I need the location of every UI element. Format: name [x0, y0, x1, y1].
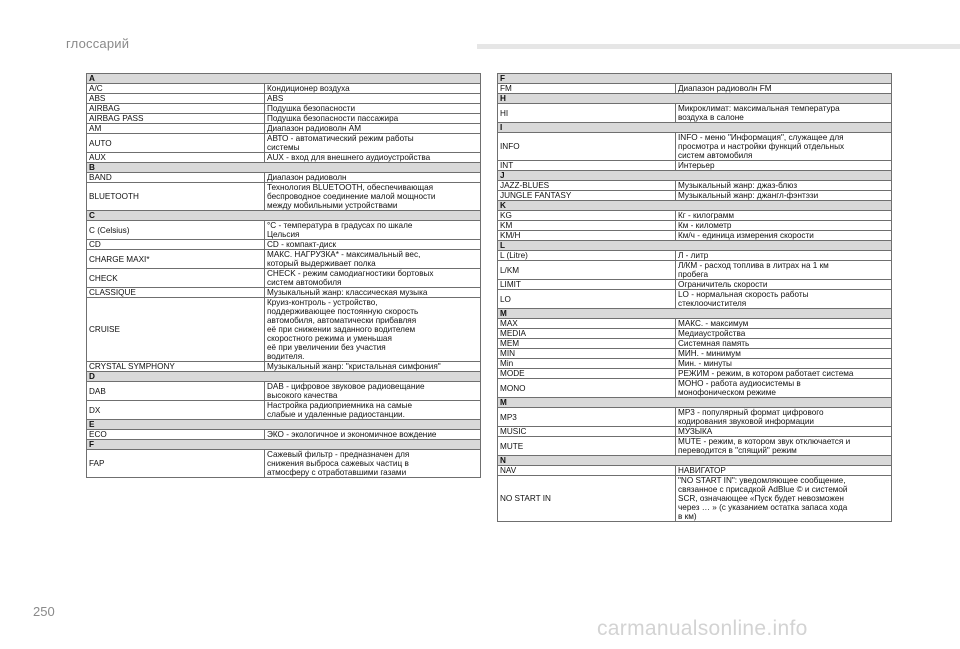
table-row	[498, 349, 892, 359]
glossary-term: BLUETOOTH	[87, 183, 265, 211]
table-row	[498, 280, 892, 290]
section-letter: M	[498, 309, 892, 319]
glossary-term: FAP	[87, 450, 265, 478]
table-row	[498, 427, 892, 437]
glossary-term: ABS	[87, 94, 265, 104]
glossary-definition: LO - нормальная скорость работы стеклоочистителя	[676, 290, 892, 309]
table-row	[498, 104, 892, 123]
table-row	[87, 401, 481, 420]
section-letter: B	[87, 163, 481, 173]
table-row	[87, 382, 481, 401]
glossary-definition: ABS	[265, 94, 481, 104]
glossary-definition: "NO START IN": уведомляющее сообщение, связанное с присадкой AdBlue © и системой SCR, означающее «Пуск будет невозможен через … » (с указанием остатка запаса хода в км)	[676, 476, 892, 522]
glossary-definition: Музыкальный жанр: "кристальная симфония"	[265, 362, 481, 372]
section-row	[498, 201, 892, 211]
glossary-definition: Мин. - минуты	[676, 359, 892, 369]
glossary-term: NAV	[498, 466, 676, 476]
glossary-definition: НАВИГАТОР	[676, 466, 892, 476]
section-row	[87, 420, 481, 430]
glossary-term: A/C	[87, 84, 265, 94]
section-letter: L	[498, 241, 892, 251]
glossary-term: MEDIA	[498, 329, 676, 339]
section-letter: A	[87, 74, 481, 84]
section-row	[87, 163, 481, 173]
table-row	[498, 261, 892, 280]
table-row	[498, 181, 892, 191]
glossary-term: ECO	[87, 430, 265, 440]
table-row	[498, 211, 892, 221]
table-row	[87, 114, 481, 124]
glossary-definition: Музыкальный жанр: джаз-блюз	[676, 181, 892, 191]
glossary-term: DX	[87, 401, 265, 420]
table-row	[498, 231, 892, 241]
glossary-definition: ЭКО - экологичное и экономичное вождение	[265, 430, 481, 440]
table-row	[87, 153, 481, 163]
glossary-definition: Микроклимат: максимальная температура воздуха в салоне	[676, 104, 892, 123]
table-row	[498, 379, 892, 398]
glossary-term: NO START IN	[498, 476, 676, 522]
section-letter: E	[87, 420, 481, 430]
glossary-term: MP3	[498, 408, 676, 427]
table-row	[498, 339, 892, 349]
glossary-term: AM	[87, 124, 265, 134]
glossary-definition: MP3 - популярный формат цифрового кодирования звуковой информации	[676, 408, 892, 427]
glossary-table-left	[86, 73, 481, 478]
glossary-term: MUSIC	[498, 427, 676, 437]
glossary-term: AUTO	[87, 134, 265, 153]
glossary-definition: Музыкальный жанр: классическая музыка	[265, 288, 481, 298]
section-letter: D	[87, 372, 481, 382]
table-row	[87, 183, 481, 211]
section-row	[498, 398, 892, 408]
table-row	[498, 221, 892, 231]
glossary-term: JAZZ-BLUES	[498, 181, 676, 191]
glossary-definition: МАКС. НАГРУЗКА* - максимальный вес, который выдерживает полка	[265, 250, 481, 269]
table-row	[87, 94, 481, 104]
section-row	[498, 123, 892, 133]
glossary-definition: Км - километр	[676, 221, 892, 231]
table-row	[87, 84, 481, 94]
glossary-term: HI	[498, 104, 676, 123]
table-row	[498, 466, 892, 476]
glossary-definition: Диапазон радиоволн FM	[676, 84, 892, 94]
table-row	[87, 362, 481, 372]
section-letter: K	[498, 201, 892, 211]
glossary-term: CRUISE	[87, 298, 265, 362]
section-letter: C	[87, 211, 481, 221]
table-row	[87, 124, 481, 134]
section-row	[498, 94, 892, 104]
table-row	[498, 133, 892, 161]
glossary-term: CLASSIQUE	[87, 288, 265, 298]
glossary-definition: Кг - килограмм	[676, 211, 892, 221]
table-row	[498, 251, 892, 261]
table-row	[498, 319, 892, 329]
table-row	[498, 290, 892, 309]
glossary-definition: Музыкальный жанр: джангл-фэнтэзи	[676, 191, 892, 201]
glossary-term: MONO	[498, 379, 676, 398]
table-row	[87, 104, 481, 114]
glossary-definition: Настройка радиоприемника на самые слабые и удаленные радиостанции.	[265, 401, 481, 420]
glossary-definition: °C - температура в градусах по шкале Цельсия	[265, 221, 481, 240]
glossary-definition: Л - литр	[676, 251, 892, 261]
glossary-definition: Ограничитель скорости	[676, 280, 892, 290]
table-row	[498, 191, 892, 201]
glossary-definition: Технология BLUETOOTH, обеспечивающая беспроводное соединение малой мощности между мобильными устройствами	[265, 183, 481, 211]
glossary-definition: Подушка безопасности пассажира	[265, 114, 481, 124]
glossary-definition: MUTE - режим, в котором звук отключается и переводится в "спящий" режим	[676, 437, 892, 456]
table-row	[498, 437, 892, 456]
glossary-definition: CHECK - режим самодиагностики бортовых систем автомобиля	[265, 269, 481, 288]
glossary-term: L/KM	[498, 261, 676, 280]
glossary-term: Min	[498, 359, 676, 369]
glossary-term: CRYSTAL SYMPHONY	[87, 362, 265, 372]
table-row	[87, 221, 481, 240]
table-row	[498, 161, 892, 171]
glossary-definition: АВТО - автоматический режим работы системы	[265, 134, 481, 153]
section-row	[87, 372, 481, 382]
section-letter: M	[498, 398, 892, 408]
glossary-term: MEM	[498, 339, 676, 349]
section-letter: H	[498, 94, 892, 104]
section-row	[498, 456, 892, 466]
glossary-definition: Л/КМ - расход топлива в литрах на 1 км пробега	[676, 261, 892, 280]
section-letter: F	[87, 440, 481, 450]
glossary-term: C (Celsius)	[87, 221, 265, 240]
glossary-table-right	[497, 73, 892, 522]
glossary-definition: Подушка безопасности	[265, 104, 481, 114]
section-letter: J	[498, 171, 892, 181]
watermark: carmanualsonline.info	[597, 617, 808, 640]
glossary-term: KG	[498, 211, 676, 221]
glossary-definition: Сажевый фильтр - предназначен для снижения выброса сажевых частиц в атмосферу с отработавшими газами	[265, 450, 481, 478]
glossary-definition: РЕЖИМ - режим, в котором работает система	[676, 369, 892, 379]
glossary-definition: МАКС. - максимум	[676, 319, 892, 329]
table-row	[87, 173, 481, 183]
glossary-term: CHARGE MAXI*	[87, 250, 265, 269]
table-row	[87, 134, 481, 153]
glossary-term: KM/H	[498, 231, 676, 241]
section-row	[498, 241, 892, 251]
section-letter: N	[498, 456, 892, 466]
table-row	[87, 430, 481, 440]
section-row	[498, 74, 892, 84]
page-number: 250	[33, 604, 55, 619]
glossary-term: MIN	[498, 349, 676, 359]
glossary-definition: Медиаустройства	[676, 329, 892, 339]
glossary-term: KM	[498, 221, 676, 231]
glossary-term: MODE	[498, 369, 676, 379]
table-row	[87, 240, 481, 250]
glossary-definition: Кондиционер воздуха	[265, 84, 481, 94]
glossary-definition: CD - компакт-диск	[265, 240, 481, 250]
table-row	[87, 250, 481, 269]
glossary-term: INT	[498, 161, 676, 171]
section-row	[87, 74, 481, 84]
table-row	[498, 329, 892, 339]
glossary-definition: Диапазон радиоволн AM	[265, 124, 481, 134]
glossary-term: MUTE	[498, 437, 676, 456]
table-row	[87, 269, 481, 288]
glossary-definition: DAB - цифровое звуковое радиовещание высокого качества	[265, 382, 481, 401]
glossary-definition: AUX - вход для внешнего аудиоустройства	[265, 153, 481, 163]
section-row	[498, 309, 892, 319]
glossary-term: AIRBAG PASS	[87, 114, 265, 124]
glossary-term: DAB	[87, 382, 265, 401]
section-row	[87, 440, 481, 450]
glossary-definition: Круиз-контроль - устройство, поддерживающее постоянную скорость автомобиля, автоматически прибавляя её при снижении заданного водителем скоростного режима и уменьшая её при увеличении без участия водителя.	[265, 298, 481, 362]
glossary-definition: Диапазон радиоволн	[265, 173, 481, 183]
glossary-term: INFO	[498, 133, 676, 161]
glossary-definition: Интерьер	[676, 161, 892, 171]
glossary-term: LO	[498, 290, 676, 309]
section-letter: I	[498, 123, 892, 133]
section-row	[498, 171, 892, 181]
section-row	[87, 211, 481, 221]
glossary-term: JUNGLE FANTASY	[498, 191, 676, 201]
glossary-term: FM	[498, 84, 676, 94]
table-row	[498, 408, 892, 427]
glossary-definition: МИН. - минимум	[676, 349, 892, 359]
glossary-term: MAX	[498, 319, 676, 329]
page-title: глоссарий	[66, 36, 130, 51]
glossary-definition: МУЗЫКА	[676, 427, 892, 437]
glossary-definition: Системная память	[676, 339, 892, 349]
table-row	[87, 450, 481, 478]
header-bar	[477, 44, 960, 49]
table-row	[498, 84, 892, 94]
table-row	[498, 476, 892, 522]
section-letter: F	[498, 74, 892, 84]
glossary-term: CD	[87, 240, 265, 250]
glossary-term: BAND	[87, 173, 265, 183]
glossary-definition: МОНО - работа аудиосистемы в монофоническом режиме	[676, 379, 892, 398]
table-row	[498, 369, 892, 379]
table-row	[498, 359, 892, 369]
glossary-term: CHECK	[87, 269, 265, 288]
glossary-term: AUX	[87, 153, 265, 163]
glossary-definition: Км/ч - единица измерения скорости	[676, 231, 892, 241]
glossary-term: L (Litre)	[498, 251, 676, 261]
table-row	[87, 298, 481, 362]
glossary-term: AIRBAG	[87, 104, 265, 114]
table-row	[87, 288, 481, 298]
glossary-definition: INFO - меню "Информация", служащее для просмотра и настройки функций отдельных систем автомобиля	[676, 133, 892, 161]
glossary-term: LIMIT	[498, 280, 676, 290]
